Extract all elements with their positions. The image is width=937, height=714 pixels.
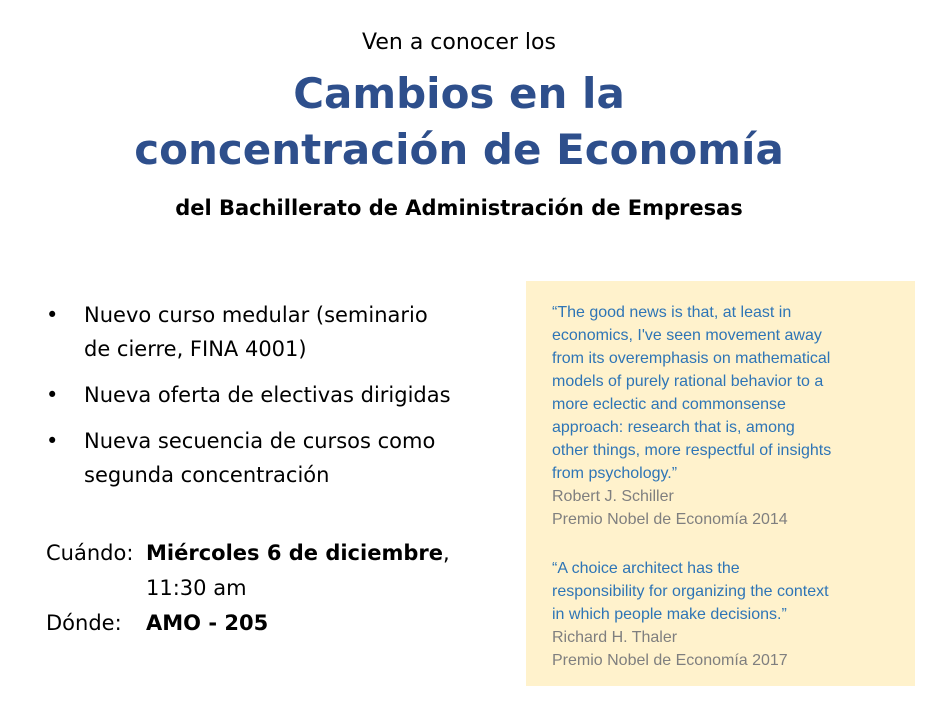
page-title [0,66,918,178]
when-row [46,536,450,571]
list-item-line: Nueva oferta de electivas dirigidas [84,383,451,407]
changes-list [46,298,496,504]
quote-line: “A choice architect has the [552,560,740,577]
bullet-icon: • [46,303,59,327]
event-details [46,536,450,641]
quote-line: approach: research that is, among [552,419,795,436]
quote-schiller [552,301,902,531]
bullet-icon: • [46,383,59,407]
list-item [46,298,496,366]
where-row [46,606,450,641]
when-date: Miércoles 6 de diciembre [146,541,443,565]
quote-author: Robert J. Schiller [552,488,674,505]
quote-award: Premio Nobel de Economía 2014 [552,511,788,528]
list-item-line: segunda concentración [84,463,330,487]
quote-line: economics, I've seen movement away [552,327,822,344]
list-item [46,424,496,492]
quote-line: more eclectic and commonsense [552,396,786,413]
quote-line: “The good news is that, at least in [552,304,792,321]
bullet-icon: • [46,429,59,453]
intro-text: Ven a conocer los [362,30,556,55]
quote-line: responsibility for organizing the context [552,583,829,600]
when-comma: , [442,541,450,565]
quote-line: other things, more respectful of insights [552,442,832,459]
when-label: Cuándo: [46,541,134,565]
quote-line: in which people make decisions.” [552,606,787,623]
quote-text [552,557,902,626]
time-row [46,571,450,606]
quote-text [552,301,902,485]
list-item-line: Nuevo curso medular (seminario [84,303,428,327]
list-item-line: de cierre, FINA 4001) [84,337,307,361]
quote-thaler [552,557,902,672]
quote-award: Premio Nobel de Economía 2017 [552,652,788,669]
quotes-box [526,281,915,686]
event-time: 11:30 am [146,576,247,600]
title-line-2: concentración de Economía [134,125,784,174]
where-value: AMO - 205 [146,611,269,635]
list-item [46,378,496,412]
quote-author: Richard H. Thaler [552,629,678,646]
where-label: Dónde: [46,611,122,635]
quote-line: from psychology.” [552,465,678,482]
page-subtitle: del Bachillerato de Administración de Empresas [175,196,743,220]
title-line-1: Cambios en la [293,69,625,118]
quote-line: from its overemphasis on mathematical [552,350,831,367]
quote-line: models of purely rational behavior to a [552,373,824,390]
list-item-line: Nueva secuencia de cursos como [84,429,436,453]
